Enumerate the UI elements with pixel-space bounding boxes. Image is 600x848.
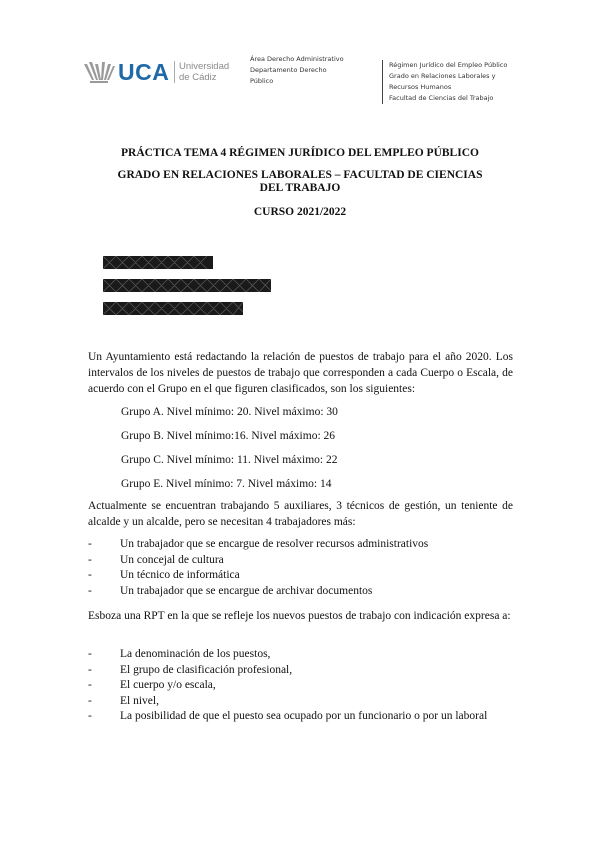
department-line: Público xyxy=(250,77,274,85)
list-marker: - xyxy=(88,569,92,581)
list-item xyxy=(88,584,513,600)
degree-title-continued: DEL TRABAJO xyxy=(259,182,341,194)
list-marker: - xyxy=(88,648,92,660)
list-item-text: El grupo de clasificación profesional, xyxy=(120,663,293,676)
list-marker: - xyxy=(88,663,92,676)
list-marker: - xyxy=(88,710,92,722)
new-workers-list xyxy=(88,537,513,599)
redacted-block xyxy=(103,302,243,315)
degree-title: GRADO EN RELACIONES LABORALES – FACULTAD DE CIENCIAS xyxy=(117,169,483,181)
page-title: PRÁCTICA TEMA 4 RÉGIMEN JURÍDICO DEL EMPLEO PÚBLICO xyxy=(121,147,479,159)
university-logo xyxy=(82,58,250,88)
grupo-item: Grupo E. Nivel mínimo: 7. Nivel máximo: 14 xyxy=(121,478,332,490)
department-line: Departamento Derecho xyxy=(250,66,327,74)
grupo-item: Grupo B. Nivel mínimo:16. Nivel máximo: 26 xyxy=(121,430,336,442)
grupos-list xyxy=(121,404,338,500)
list-item-text: El cuerpo y/o escala, xyxy=(120,679,216,691)
list-item xyxy=(88,647,513,663)
grupo-item: Grupo A. Nivel mínimo: 20. Nivel máximo: 30 xyxy=(121,406,338,418)
list-item xyxy=(88,678,513,694)
course-line: Facultad de Ciencias del Trabajo xyxy=(389,94,494,102)
list-item-text: La denominación de los puestos, xyxy=(120,648,271,660)
list-item xyxy=(88,709,513,725)
academic-year: CURSO 2021/2022 xyxy=(253,206,347,218)
list-marker: - xyxy=(88,553,92,566)
list-item-text: Un técnico de informática xyxy=(120,569,240,581)
document-title-block xyxy=(90,147,510,219)
course-line: Régimen Jurídico del Empleo Público xyxy=(389,61,508,69)
intro-paragraph: Un Ayuntamiento está redactando la relación de puestos de trabajo para el año 2020. Los intervalos de los niveles de puestos de trabajo que corresponden a cada Cuerpo o Escala, de acuerdo con el Grupo en el que figuren clasificados, son los siguientes: xyxy=(88,351,513,395)
list-item-text: El nivel, xyxy=(120,694,159,707)
list-item xyxy=(88,663,513,679)
list-item xyxy=(88,694,513,710)
logo-university-text xyxy=(174,61,229,83)
logo-line-2: de Cádiz xyxy=(179,72,217,83)
letterhead xyxy=(82,54,532,114)
uca-emblem-icon xyxy=(82,58,116,86)
rpt-requirements-list xyxy=(88,647,513,725)
current-staff-paragraph: Actualmente se encuentran trabajando 5 auxiliares, 3 técnicos de gestión, un teniente de alcalde y un alcalde, pero se necesitan 4 trabajadores más: xyxy=(88,500,513,528)
list-item xyxy=(88,568,513,584)
list-item-text: La posibilidad de que el puesto sea ocupado por un funcionario o por un laboral xyxy=(120,710,488,722)
list-item-text: Un concejal de cultura xyxy=(120,553,224,566)
grupo-item: Grupo C. Nivel mínimo: 11. Nivel máximo: 22 xyxy=(121,454,338,466)
redacted-block xyxy=(103,256,213,269)
list-item-text: Un trabajador que se encargue de resolver recursos administrativos xyxy=(120,538,429,550)
logo-line-1: Universidad xyxy=(179,61,230,72)
task-paragraph: Esboza una RPT en la que se refleje los nuevos puestos de trabajo con indicación expresa a: xyxy=(88,610,511,622)
course-line: Grado en Relaciones Laborales y xyxy=(389,72,496,80)
department-line: Área Derecho Administrativo xyxy=(250,55,344,63)
redacted-block xyxy=(103,279,271,292)
list-item xyxy=(88,537,513,553)
list-marker: - xyxy=(88,538,92,550)
list-marker: - xyxy=(88,694,92,707)
course-info xyxy=(382,60,539,104)
department-info xyxy=(250,54,365,87)
logo-uca-text: UCA xyxy=(118,59,170,85)
course-line: Recursos Humanos xyxy=(389,83,452,91)
list-item xyxy=(88,553,513,569)
list-marker: - xyxy=(88,584,92,597)
list-item-text: Un trabajador que se encargue de archivar documentos xyxy=(120,584,373,597)
list-marker: - xyxy=(88,679,92,691)
